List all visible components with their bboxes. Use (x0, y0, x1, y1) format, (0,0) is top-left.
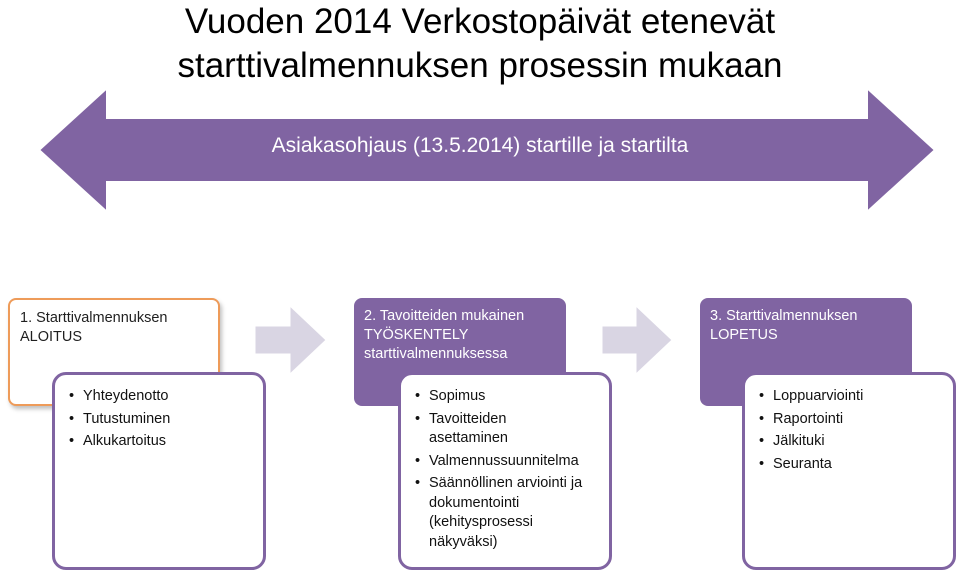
step-1-heading-line: 1. Starttivalmennuksen (20, 310, 168, 326)
step-2-heading-line: TYÖSKENTELY (364, 327, 469, 343)
step-1-heading-line: ALOITUS (20, 329, 83, 345)
step-2-heading-line: starttivalmennuksessa (364, 346, 508, 362)
list-item: • Yhteydenotto (69, 387, 255, 407)
list-item: • Alkukartoitus (69, 432, 255, 452)
step-3-items (742, 372, 956, 570)
banner-label: Asiakasohjaus (13.5.2014) startille ja startilta (271, 134, 689, 157)
list-item: • Valmennussuunnitelma (415, 452, 601, 472)
list-item: • Loppuarviointi (759, 387, 945, 407)
connector-arrow-1-to-2 (255, 306, 326, 374)
page-title (0, 0, 960, 88)
list-item: • Säännöllinen arviointi ja dokumentointi (kehitysprosessi näkyväksi) (415, 474, 594, 552)
title-line-1: Vuoden 2014 Verkostopäivät etenevät (184, 2, 776, 41)
step-2-items (398, 372, 612, 570)
step-3-heading-line: 3. Starttivalmennuksen (710, 308, 858, 324)
list-item: • Seuranta (759, 455, 945, 475)
list-item: • Jälkituki (759, 432, 945, 452)
list-item: • Tavoitteiden asettaminen (415, 410, 539, 449)
list-item: • Raportointi (759, 410, 945, 430)
step-3-heading-line: LOPETUS (710, 327, 778, 343)
step-1-items (52, 372, 266, 570)
connector-arrow-2-to-3 (602, 306, 672, 374)
step-2-heading-line: 2. Tavoitteiden mukainen (364, 308, 525, 324)
list-item: • Sopimus (415, 387, 601, 407)
list-item: • Tutustuminen (69, 410, 255, 430)
title-line-2: starttivalmennuksen prosessin mukaan (177, 46, 783, 85)
